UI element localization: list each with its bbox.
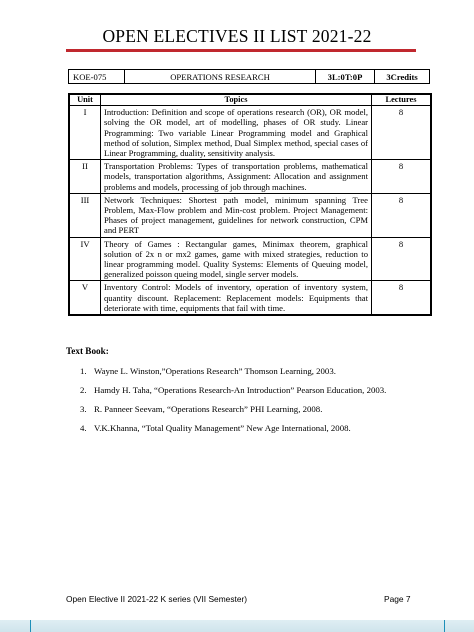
unit-topics: Transportation Problems: Types of transportation problems, mathematical models, transportation algorithms, Assignment: Allocation and assignment problems and models, processing of job through machines. <box>101 160 372 194</box>
page-title: OPEN ELECTIVES II LIST 2021-22 <box>102 26 372 46</box>
table-row <box>69 106 431 160</box>
syllabus-table <box>68 93 432 316</box>
book-reference: V.K.Khanna, “Total Quality Management” New Age International, 2008. <box>94 423 351 433</box>
unit-topics: Inventory Control: Models of inventory, operation of inventory system, quantity discount. Replacement: Replacement models: Equipments that deteriorate with time, equipments that fail with time. <box>101 281 372 315</box>
band-tick <box>30 620 31 632</box>
book-reference: R. Panneer Seevam, “Operations Research” PHI Learning, 2008. <box>94 404 323 414</box>
unit-lectures: 8 <box>372 106 432 160</box>
unit-lectures: 8 <box>372 160 432 194</box>
table-row <box>69 237 431 281</box>
unit-number: IV <box>69 237 101 281</box>
list-item <box>80 385 386 404</box>
footer-series: Open Elective II 2021-22 K series (VII Semester) <box>66 594 248 604</box>
course-header-table <box>68 69 430 84</box>
header-lectures: Lectures <box>372 94 432 106</box>
unit-number: II <box>69 160 101 194</box>
header-unit: Unit <box>69 94 101 106</box>
course-credits: 3Credits <box>375 70 430 84</box>
unit-number: I <box>69 106 101 160</box>
header-topics: Topics <box>101 94 372 106</box>
unit-topics: Theory of Games : Rectangular games, Minimax theorem, graphical solution of 2x n or mx2 games, game with mixed strategies, reduction to linear programming model. Quality Systems: Elements of Queuing model, generalized poisson queing model, single server models. <box>101 237 372 281</box>
unit-topics: Introduction: Definition and scope of operations research (OR), OR model, solving the OR model, art of modelling, phases of OR study. Linear Programming: Two variable Linear Programming model and Graphical method of solution, Simplex method, Dual Simplex method, special cases of Linear Programming, duality, sensitivity analysis. <box>101 106 372 160</box>
unit-number: V <box>69 281 101 315</box>
textbook-heading: Text Book: <box>66 346 109 356</box>
unit-lectures: 8 <box>372 193 432 237</box>
list-number: 1. <box>80 366 87 376</box>
title-divider <box>66 49 416 52</box>
list-item <box>80 366 386 385</box>
table-row <box>69 160 431 194</box>
band-tick <box>444 620 445 632</box>
page-number: Page 7 <box>384 594 411 604</box>
unit-topics: Network Techniques: Shortest path model, minimum spanning Tree Problem, Max-Flow problem and Min-cost problem. Project Management: Phases of project management, guidelines for network construction, CPM and PERT <box>101 193 372 237</box>
unit-number: III <box>69 193 101 237</box>
unit-lectures: 8 <box>372 237 432 281</box>
book-reference: Hamdy H. Taha, “Operations Research-An Introduction” Pearson Education, 2003. <box>94 385 387 395</box>
book-reference: Wayne L. Winston,”Operations Research” Thomson Learning, 2003. <box>94 366 336 376</box>
list-item <box>80 404 386 423</box>
course-code: KOE-075 <box>69 70 125 84</box>
list-item <box>80 423 386 442</box>
course-ltp: 3L:0T:0P <box>316 70 375 84</box>
table-row <box>69 193 431 237</box>
bottom-scroll-band <box>0 620 474 632</box>
list-number: 4. <box>80 423 87 433</box>
unit-lectures: 8 <box>372 281 432 315</box>
list-number: 2. <box>80 385 87 395</box>
course-name: OPERATIONS RESEARCH <box>125 70 316 84</box>
textbook-list <box>80 366 386 442</box>
table-row <box>69 281 431 315</box>
list-number: 3. <box>80 404 87 414</box>
